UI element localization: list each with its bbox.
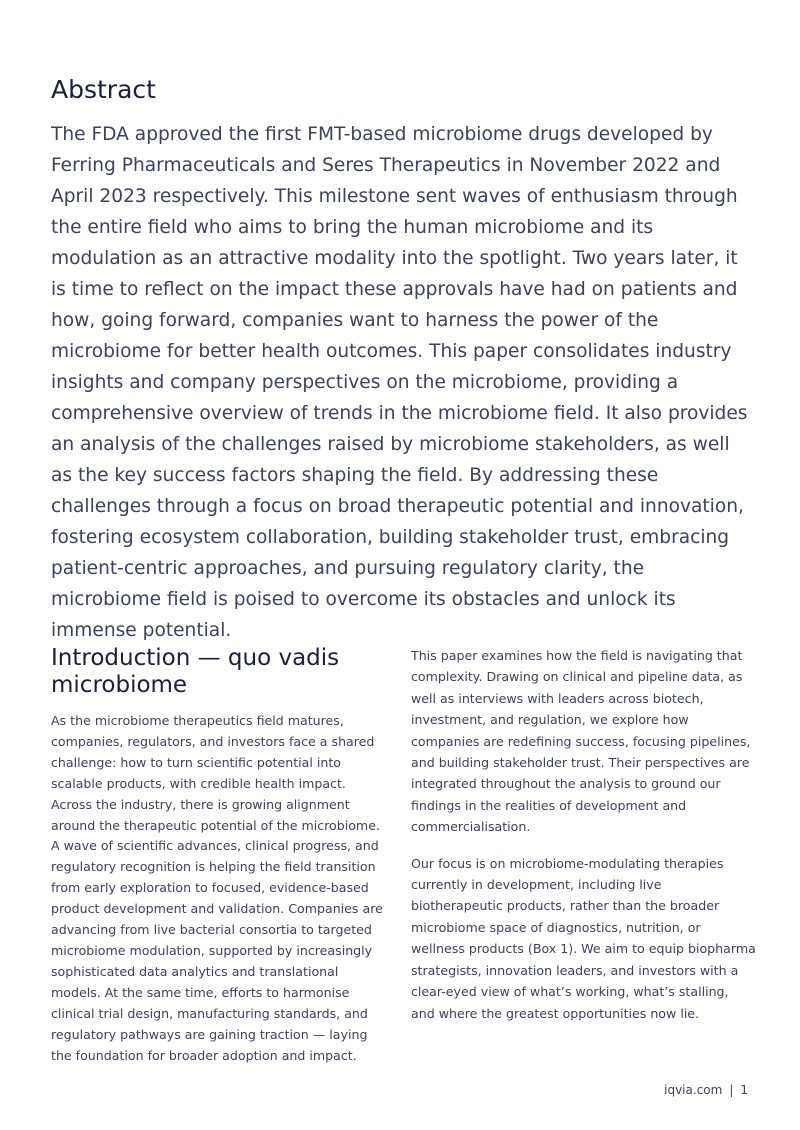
abstract-heading: Abstract <box>51 75 156 104</box>
footer-site-link[interactable]: iqvia.com <box>664 1083 723 1097</box>
page-footer <box>664 1081 748 1099</box>
abstract-body: The FDA approved the first FMT-based microbiome drugs developed by Ferring Pharmaceuticals and Seres Therapeutics in November 2022 and April 2023 respectively. This milestone sent waves of enthusiasm through the entire field who aims to bring the human microbiome and its modulation as an attractive modality into the spotlight. Two years later, it is time to reflect on the impact these approvals have had on patients and how, going forward, companies want to harness the power of the microbiome for better health outcomes. This paper consolidates industry insights and company perspectives on the microbiome, providing a comprehensive overview of trends in the microbiome field. It also provides an analysis of the challenges raised by microbiome stakeholders, as well as the key success factors shaping the field. By addressing these challenges through a focus on broad therapeutic potential and innovation, fostering ecosystem collaboration, building stakeholder trust, embracing patient-centric approaches, and pursuing regulatory clarity, the microbiome field is poised to overcome its obstacles and unlock its immense potential. <box>51 124 748 641</box>
right-column-paragraph-1: This paper examines how the field is navigating that complexity. Drawing on clinical and pipeline data, as well as interviews with leaders across biotech, investment, and regulation, we explore how companies are redefining success, focusing pipelines, and building stakeholder trust. Their perspectives are integrated throughout the analysis to ground our findings in the realities of development and commercialisation. <box>411 648 751 835</box>
footer-separator: | <box>729 1083 734 1097</box>
right-column <box>411 645 756 1039</box>
introduction-body: As the microbiome therapeutics field matures, companies, regulators, and investors face a shared challenge: how to turn scientific potential into scalable products, with credible health impact. Across the industry, there is growing alignment around the therapeutic potential of the microbiome. A wave of scientific advances, clinical progress, and regulatory recognition is helping the field transition from early exploration to focused, evidence-based product development and validation. Companies are advancing from live bacterial consortia to targeted microbiome modulation, supported by increasingly sophisticated data analytics and translational models. At the same time, efforts to harmonise clinical trial design, manufacturing standards, and regulatory pathways are gaining traction — laying the foundation for broader adoption and impact. <box>51 713 383 1063</box>
introduction-heading: Introduction — quo vadis microbiome <box>51 645 340 698</box>
right-column-paragraph-2: Our focus is on microbiome-modulating therapies currently in development, including live biotherapeutic products, rather than the broader microbiome space of diagnostics, nutrition, or wellness products (Box 1). We aim to equip biopharma strategists, innovation leaders, and investors with a clear-eyed view of what’s working, what’s stalling, and where the greatest opportunities now lie. <box>411 855 756 1021</box>
page-number: 1 <box>740 1083 748 1097</box>
